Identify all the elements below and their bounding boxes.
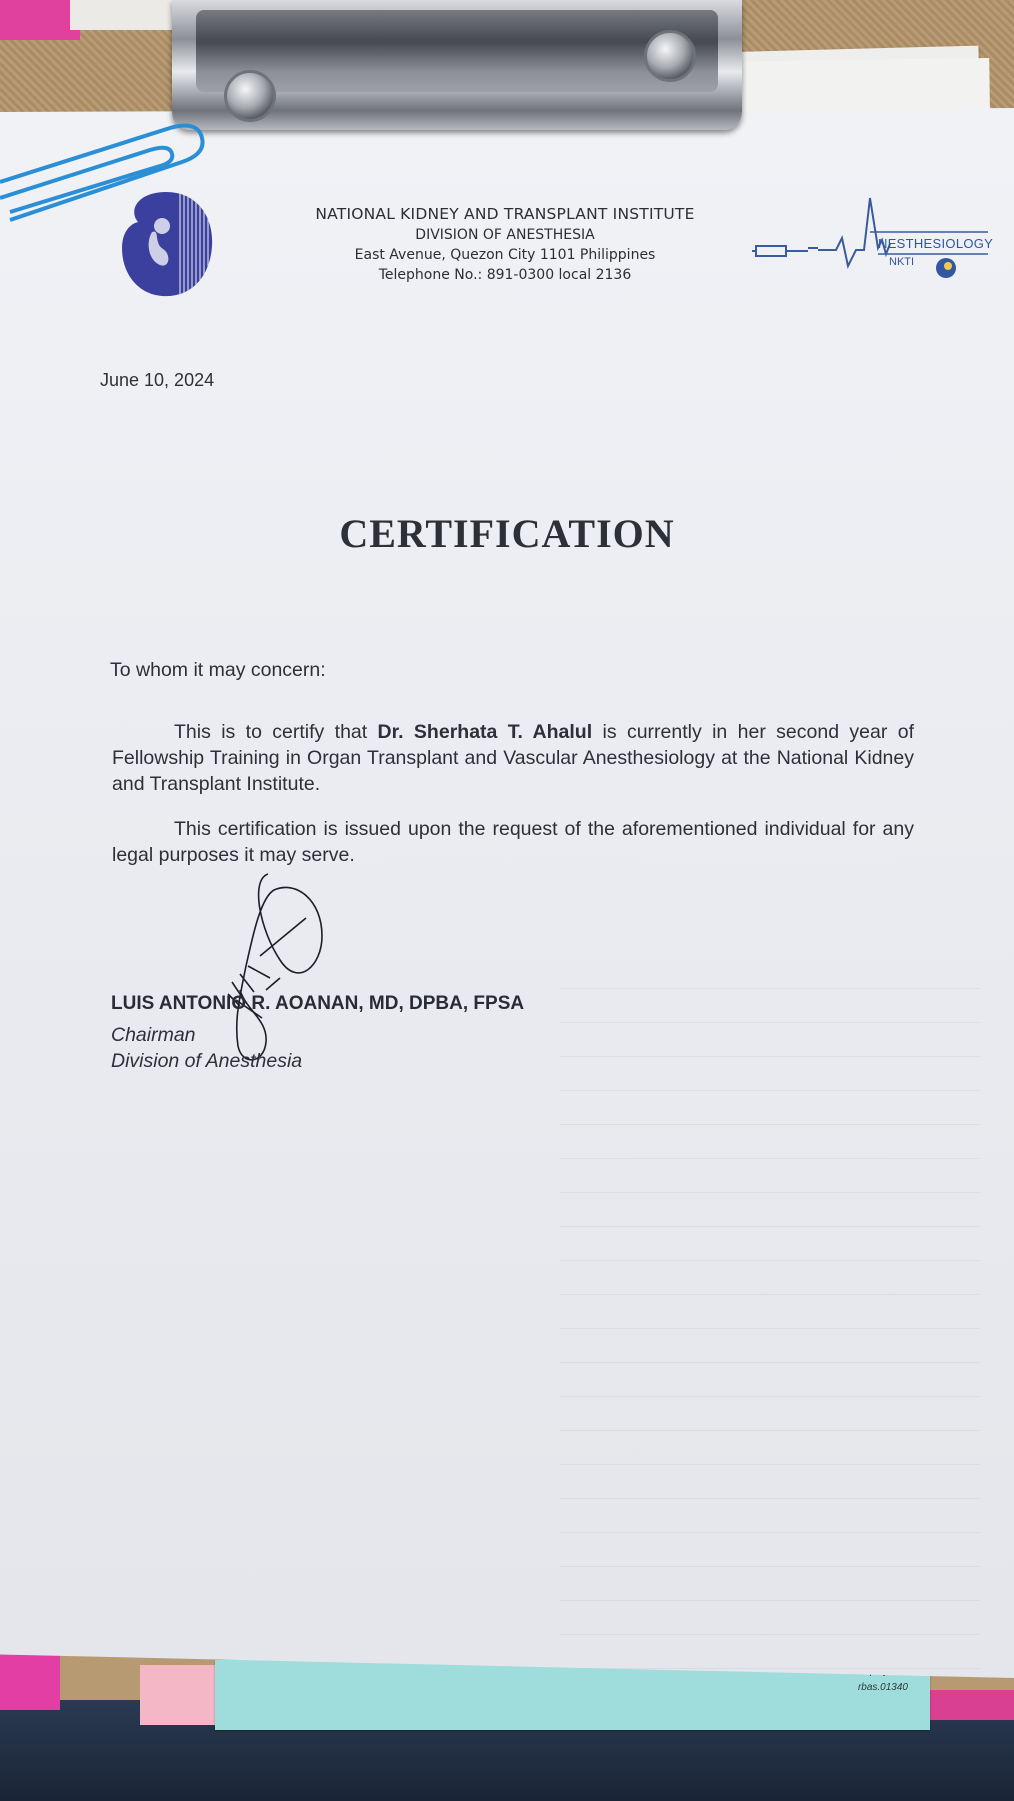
certification-paragraph bbox=[112, 719, 914, 797]
para1-lead: This is to certify that bbox=[174, 721, 378, 743]
para2-text: This certification is issued upon the request of the aforementioned individual for any legal purposes it may serve. bbox=[112, 818, 914, 866]
certificate-paper bbox=[0, 108, 1014, 1678]
letter-date: June 10, 2024 bbox=[100, 370, 215, 390]
fellow-name: Dr. Sherhata T. Ahalul bbox=[377, 721, 593, 743]
para1-rest: is currently in her second year of Fellowship Training in Organ Transplant and Vascular Anesthesiology at the National Kidney and Transplant Institute. bbox=[112, 721, 914, 795]
nkti-logo-text: NKTI bbox=[889, 256, 915, 268]
institution-name: NATIONAL KIDNEY AND TRANSPLANT INSTITUTE bbox=[315, 205, 695, 223]
pink-folder bbox=[920, 1690, 1014, 1720]
salutation: To whom it may concern: bbox=[110, 659, 326, 681]
purpose-paragraph bbox=[112, 816, 914, 868]
address: East Avenue, Quezon City 1101 Philippines bbox=[354, 247, 656, 263]
document-title: CERTIFICATION bbox=[339, 511, 675, 556]
telephone: Telephone No.: 891-0300 local 2136 bbox=[378, 267, 632, 283]
folder-text: rbas.01340 bbox=[857, 1682, 908, 1693]
clip-rivet bbox=[644, 30, 696, 82]
signatory-office: Division of Anesthesia bbox=[111, 1050, 303, 1072]
anesthesiology-logo-text: NESTHESIOLOGY bbox=[878, 236, 994, 251]
clipboard-clip bbox=[172, 0, 742, 130]
clip-plate bbox=[196, 10, 718, 92]
rose-folder-tab bbox=[140, 1665, 220, 1725]
handwritten-signature bbox=[210, 870, 360, 1070]
clip-rivet bbox=[224, 70, 276, 122]
show-through-lines bbox=[560, 988, 980, 1688]
signatory-position: Chairman bbox=[111, 1024, 196, 1046]
letterhead bbox=[290, 205, 720, 283]
pink-paper-corner bbox=[0, 0, 80, 40]
signatory-name: LUIS ANTONIO R. AOANAN, MD, DPBA, FPSA bbox=[111, 993, 525, 1014]
division-name: DIVISION OF ANESTHESIA bbox=[415, 227, 595, 243]
nkti-kidney-logo-icon bbox=[118, 188, 214, 300]
